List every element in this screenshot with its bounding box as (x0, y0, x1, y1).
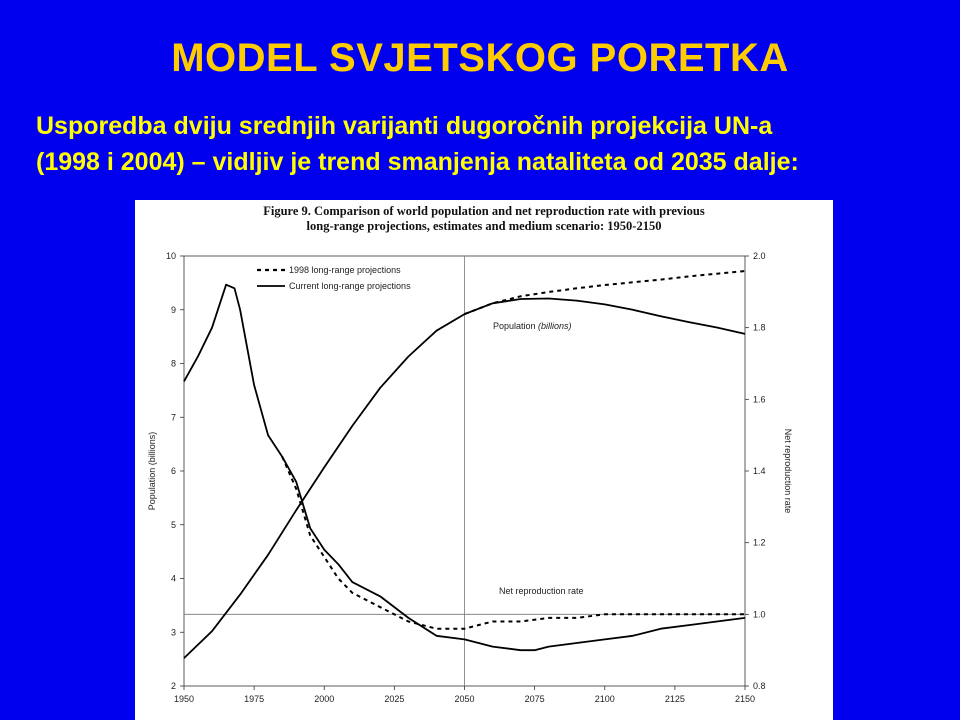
annotation-population: Population (billions) (493, 321, 572, 331)
y-right-tick-label: 1.4 (753, 466, 766, 476)
series-line-population-1998 (465, 271, 746, 314)
x-tick-label: 2075 (524, 694, 545, 704)
y-left-tick-label: 8 (170, 358, 176, 369)
legend-label-current: Current long-range projections (289, 281, 411, 291)
y-right-tick-label: 2.0 (753, 251, 766, 261)
x-tick-label: 2025 (384, 694, 405, 704)
y-right-tick-label: 0.8 (753, 681, 766, 691)
x-tick-label: 2150 (734, 694, 756, 704)
y-right-axis-label: Net reproduction rate (783, 428, 793, 514)
figure-panel (135, 200, 833, 720)
subtitle-line-1: Usporedba dviju srednjih varijanti dugoročnih projekcija UN-a (36, 112, 773, 140)
slide-title: MODEL SVJETSKOG PORETKA (171, 36, 789, 80)
y-right-tick-label: 1.2 (753, 537, 766, 548)
figure-caption-line-2: long-range projections, estimates and medium scenario: 1950-2150 (306, 219, 662, 233)
annotation-nrr: Net reproduction rate (499, 586, 584, 596)
y-left-tick-label: 6 (170, 466, 176, 476)
y-left-tick-label: 7 (170, 412, 176, 423)
legend-label-1998: 1998 long-range projections (289, 265, 401, 275)
figure-caption-line-1: Figure 9. Comparison of world population and net reproduction rate with previous (263, 204, 705, 218)
y-right-tick-label: 1.6 (753, 394, 766, 405)
x-tick-label: 2050 (454, 694, 475, 704)
y-left-axis-label: Population (billions) (147, 431, 157, 511)
population-nrr-chart (135, 200, 833, 720)
x-tick-label: 2125 (664, 694, 685, 704)
annotation-population-unit: (billions) (538, 321, 572, 331)
y-left-tick-label: 3 (170, 627, 176, 638)
y-left-tick-label: 10 (165, 251, 176, 261)
series-line-nrr-1998 (282, 457, 745, 629)
y-left-tick-label: 2 (170, 681, 176, 691)
y-right-tick-label: 1.8 (753, 322, 766, 333)
y-left-tick-label: 5 (170, 519, 176, 530)
y-left-tick-label: 9 (170, 304, 176, 315)
y-right-tick-label: 1.0 (753, 609, 766, 620)
y-left-tick-label: 4 (170, 573, 176, 584)
x-tick-label: 2000 (314, 694, 335, 704)
x-tick-label: 1975 (244, 694, 265, 704)
x-tick-label: 2100 (594, 694, 615, 704)
slide-subtitle (36, 108, 946, 180)
subtitle-line-2: (1998 i 2004) – vidljiv je trend smanjenja nataliteta od 2035 dalje: (36, 148, 799, 176)
x-tick-label: 1950 (173, 694, 195, 704)
